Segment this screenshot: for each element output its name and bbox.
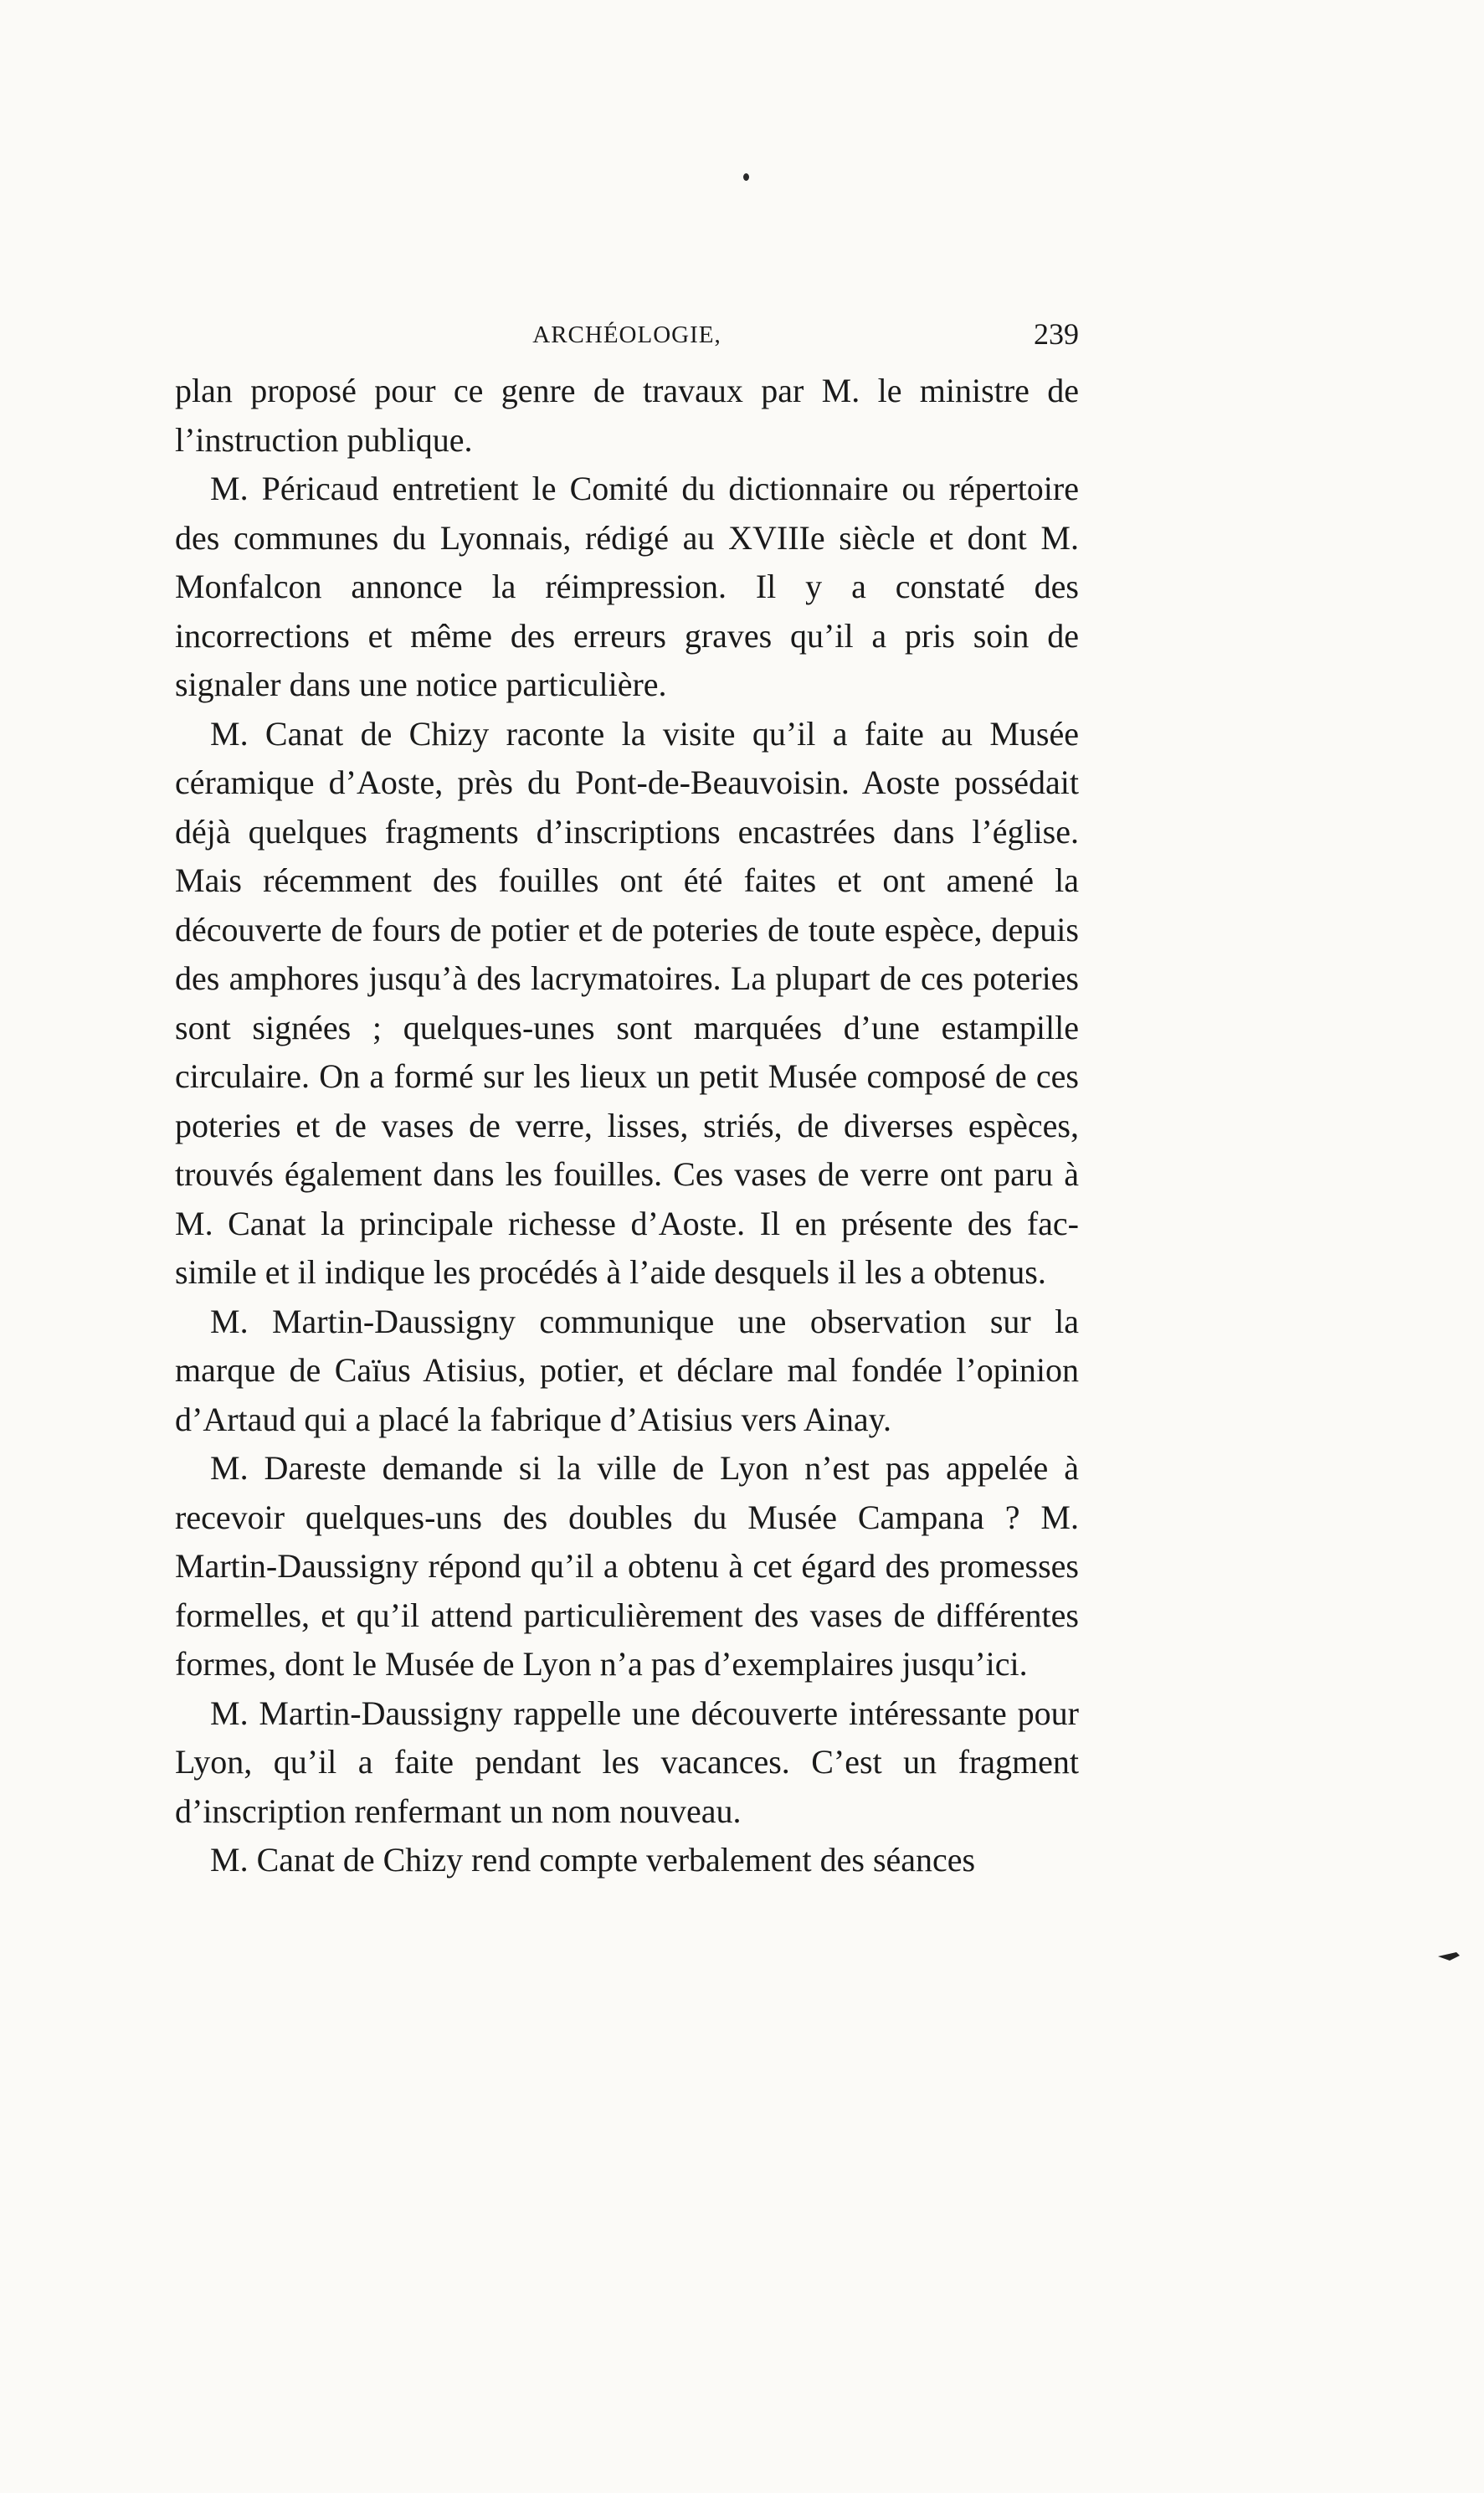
paragraph-continuation: plan proposé pour ce genre de travaux par M. le ministre de l’instruction publique. bbox=[175, 372, 1079, 459]
paragraph-canat-aoste: M. Canat de Chizy raconte la visite qu’il a faite au Musée céramique d’Aoste, près du Pont-de-Beauvoisin. Aoste possédait déjà quelques fragments d’inscriptions encastrées dans l’église. Mais récemment des fouilles ont été faites et ont amené la découverte de fours de potier et de poteries de toute espèce, depuis des amphores jusqu’à des lacrymatoires. La plupart de ces poteries sont signées ; quelques-unes sont marquées d’une estampille circulaire. On a formé sur les lieux un petit Musée composé de ces poteries et de vases de verre, lisses, striés, de diverses espèces, trouvés également dans les fouilles. Ces vases de verre ont paru à M. Canat la principale richesse d’Aoste. Il en présente des fac-simile et il indique les procédés à l’aide desquels il les a obtenus. bbox=[175, 714, 1079, 1291]
paragraph-dareste-campana: M. Dareste demande si la ville de Lyon n’est pas appelée à recevoir quelques-uns des doubles du Musée Campana ? M. Martin-Daussigny répond qu’il a obtenu à cet égard des promesses formelles, et qu’il attend particulièrement des vases de différentes formes, dont le Musée de Lyon n’a pas d’exemplaires jusqu’ici. bbox=[175, 1449, 1079, 1683]
page-header bbox=[175, 316, 1079, 358]
running-title: ARCHÉOLOGIE, bbox=[532, 321, 721, 348]
paragraph-martin-daussigny-atisius: M. Martin-Daussigny communique une observation sur la marque de Caïus Atisius, potier, et déclare mal fondée l’opinion d’Artaud qui a placé la fabrique d’Atisius vers Ainay. bbox=[175, 1302, 1079, 1438]
body-text bbox=[175, 367, 1079, 1885]
ink-mark bbox=[1436, 1951, 1461, 1962]
ink-speck bbox=[743, 173, 749, 181]
paragraph-pericaud: M. Péricaud entretient le Comité du dictionnaire ou répertoire des communes du Lyonnais, rédigé au XVIIIe siècle et dont M. Monfalcon annonce la réimpression. Il y a constaté des incorrections et même des erreurs graves qu’il a pris soin de signaler dans une notice particulière. bbox=[175, 470, 1079, 703]
paragraph-canat-seances: M. Canat de Chizy rend compte verbalement des séances bbox=[210, 1841, 976, 1879]
page-number: 239 bbox=[1034, 317, 1079, 351]
paragraph-martin-daussigny-inscription: M. Martin-Daussigny rappelle une découverte intéressante pour Lyon, qu’il a faite pendant les vacances. C’est un fragment d’inscription renfermant un nom nouveau. bbox=[175, 1694, 1079, 1830]
